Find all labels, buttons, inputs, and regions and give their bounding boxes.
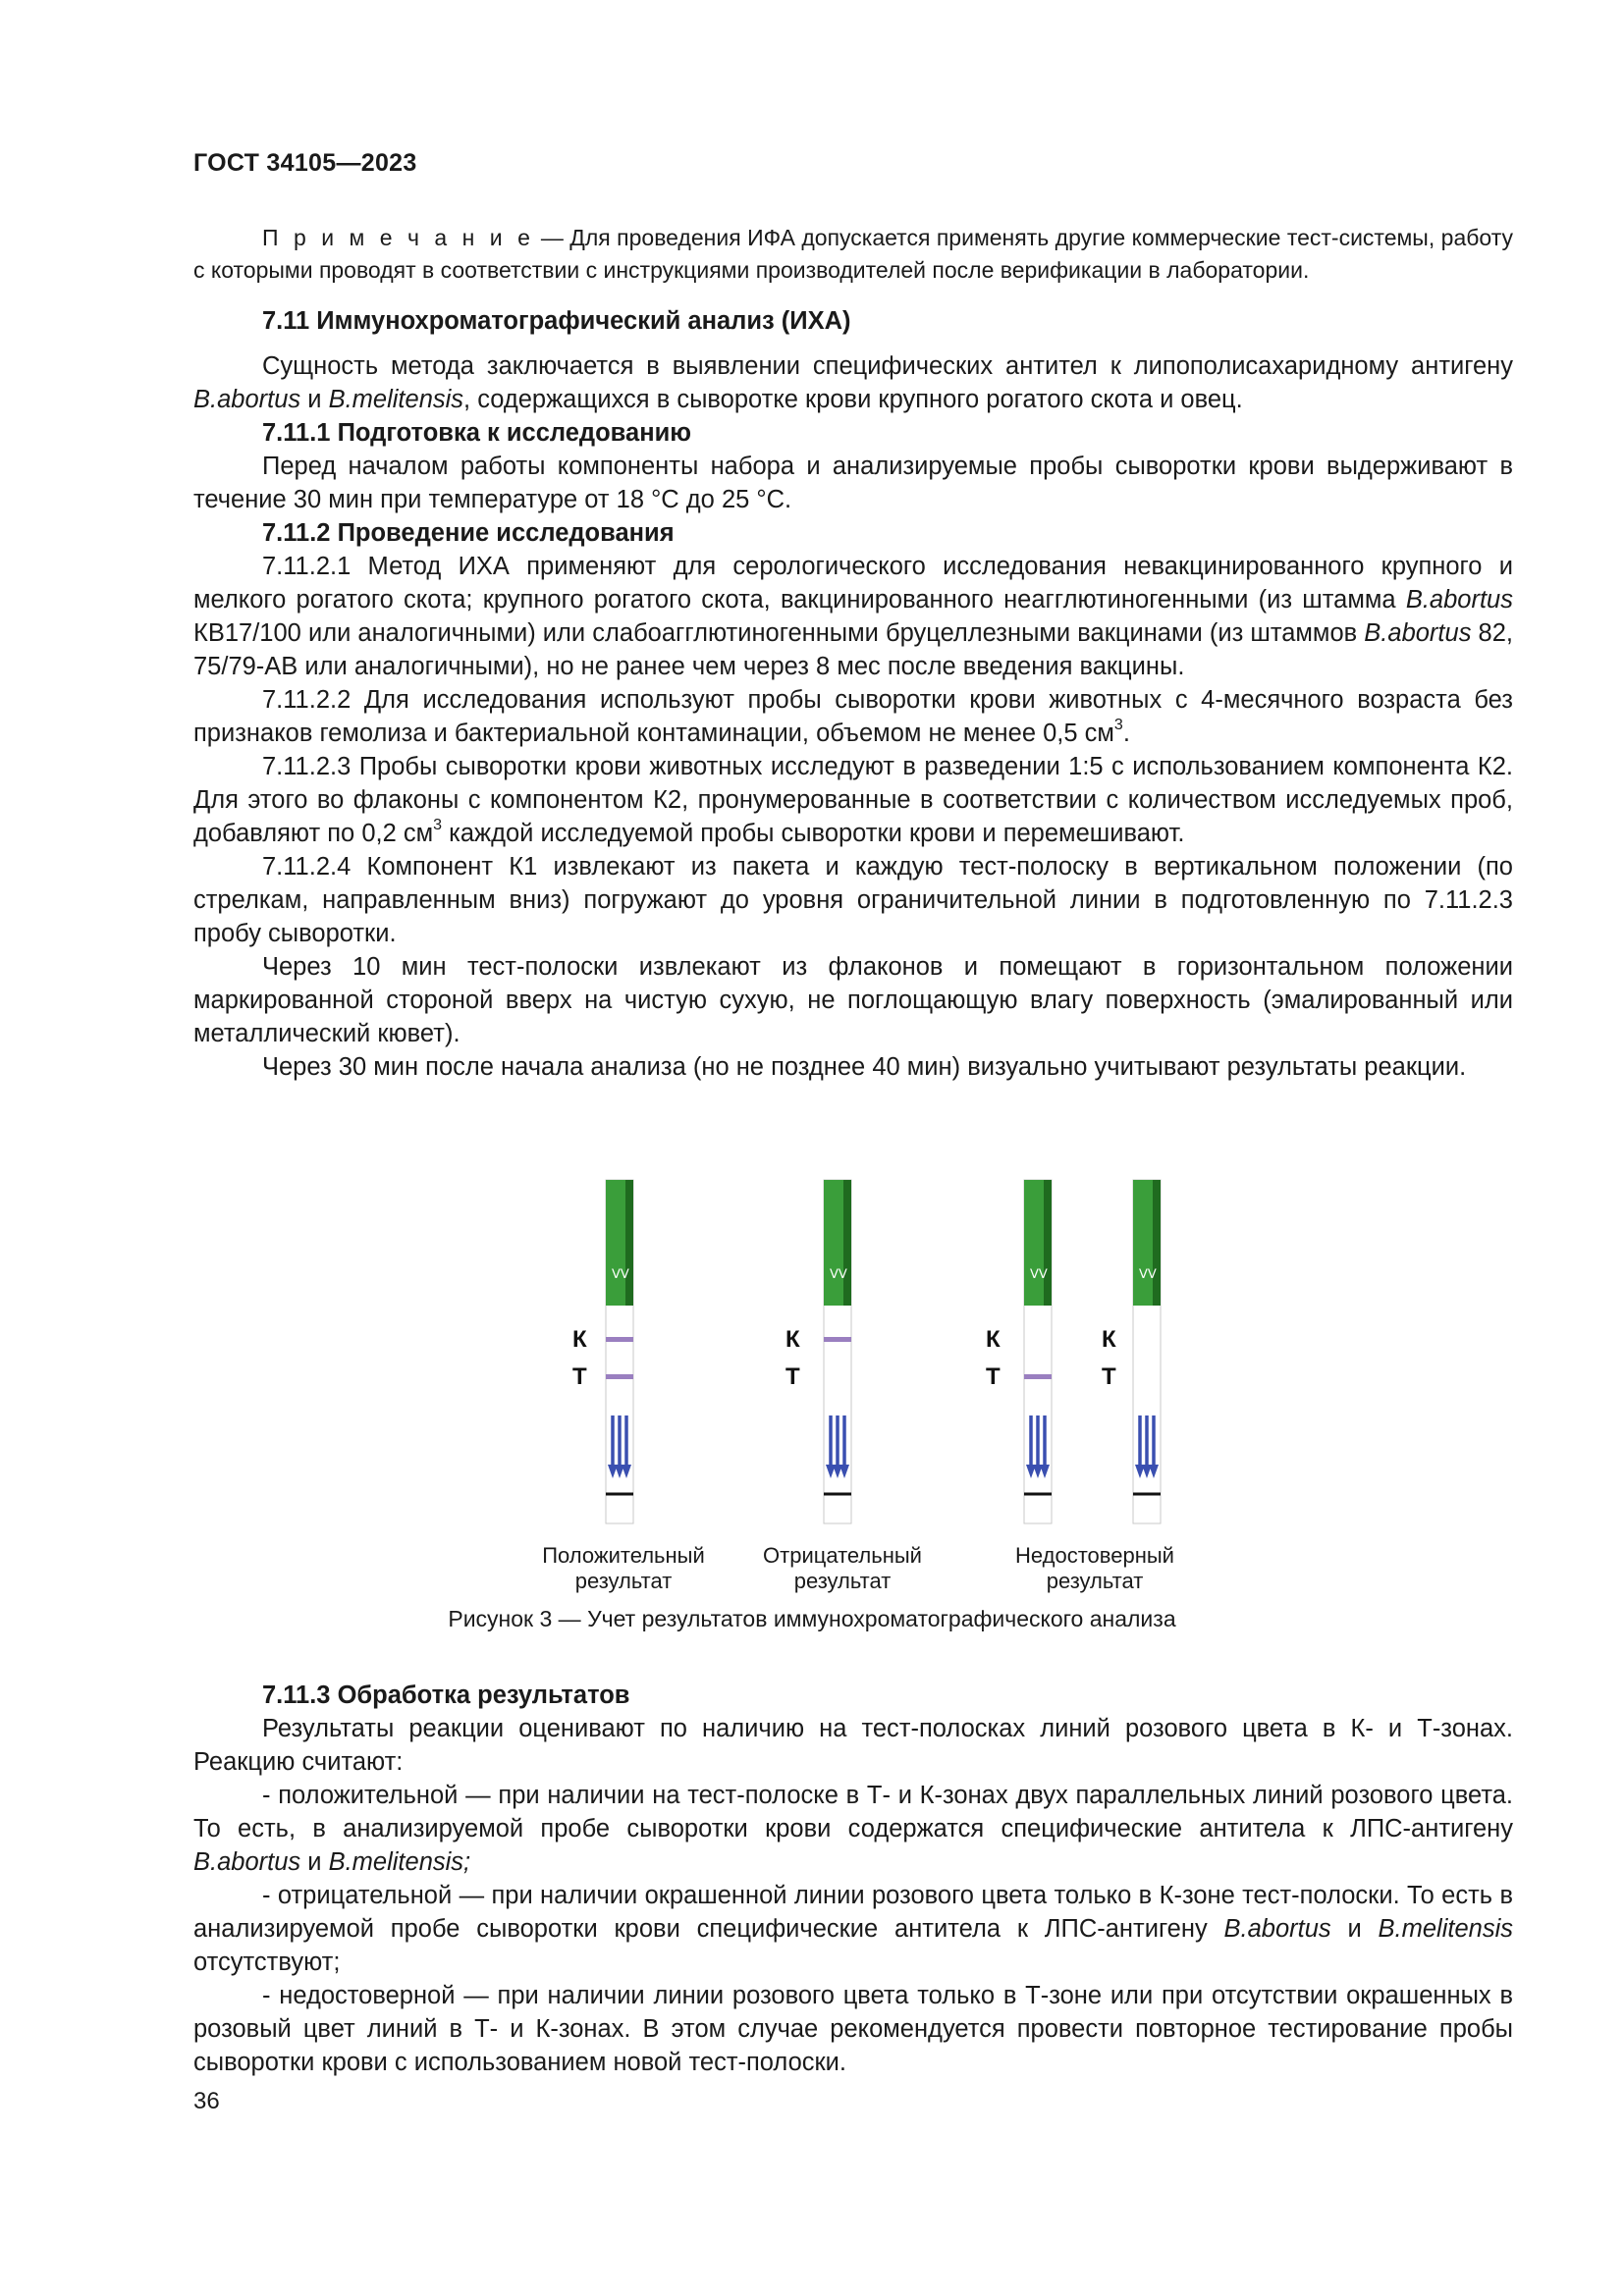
- strip-invalid-t-only: [1024, 1180, 1052, 1523]
- control-line: [606, 1337, 633, 1342]
- k-label-2: К: [785, 1326, 800, 1353]
- t-label-4: Т: [1102, 1363, 1116, 1390]
- t-label-2: Т: [785, 1363, 800, 1390]
- paragraph-7-11-essence: Сущность метода заключается в выявлении специфических антител к липополисахаридному антигену B.abortus и B.melitensis, содержащихся в сыворотке крови крупного рогатого скота и овец.: [193, 352, 1513, 413]
- k-label-4: К: [1102, 1326, 1116, 1353]
- paragraph-7-11-2-5: Через 10 мин тест-полоски извлекают из флаконов и помещают в горизонтальном положении маркированной стороной вверх на чистую сухую, не поглощающую влагу поверхность (эмалированный или металлический кювет).: [193, 953, 1513, 1047]
- paragraph-7-11-2-3: 7.11.2.3 Пробы сыворотки крови животных исследуют в разведении 1:5 с использованием компонента К2. Для этого во флаконы с компонентом К2, пронумерованные в соответствии с количеством исследуемых проб, добавляют по 0,2 $см^3$ каждой исследуемой пробы сыворотки крови и перемешивают.: [193, 753, 1513, 847]
- note-paragraph: [193, 222, 1513, 287]
- page-number: 36: [193, 2088, 220, 2114]
- t-label-1: Т: [572, 1363, 587, 1390]
- caption-negative: Отрицательный результат: [763, 1543, 922, 1593]
- paragraph-7-11-2-6: Через 30 мин после начала анализа (но не позднее 40 мин) визуально учитывают результаты реакции.: [262, 1053, 1467, 1081]
- test-strips-illustration: ᐯᐯ К Т К Т К Т К Т: [0, 1168, 1624, 1600]
- test-line: [1024, 1374, 1052, 1379]
- section-7-11: [193, 304, 1513, 1084]
- paragraph-7-11-2-2: 7.11.2.2 Для исследования используют пробы сыворотки крови животных с 4-месячного возраста без признаков гемолиза и бактериальной контаминации, объемом не менее 0,5 $см^3$.: [193, 686, 1513, 747]
- section-title-7-11-3: 7.11.3 Обработка результатов: [262, 1682, 630, 1709]
- k-label-3: К: [986, 1326, 1001, 1353]
- strip-negative: [824, 1180, 851, 1523]
- paragraph-7-11-3-intro: Результаты реакции оценивают по наличию на тест-полосках линий розового цвета в К- и Т-зонах. Реакцию считают:: [193, 1715, 1513, 1776]
- figure-3: [0, 1168, 1624, 1600]
- caption-invalid: Недостоверный результат: [1015, 1543, 1174, 1593]
- test-line: [606, 1374, 633, 1379]
- control-line: [824, 1337, 851, 1342]
- section-7-11-3: [193, 1679, 1513, 2079]
- section-title-7-11: 7.11 Иммунохроматографический анализ (ИХА): [262, 307, 851, 335]
- paragraph-7-11-2-1: 7.11.2.1 Метод ИХА применяют для серологического исследования невакцинированного крупного и мелкого рогатого скота; крупного рогатого скота, вакцинированного неагглютиногенными (из штамма B.abortus КВ17/100 или аналогичными) или слабоагглютиногенными бруцеллезными вакцинами (из штаммов B.abortus 82, 75/79-АВ или аналогичными), но не ранее чем через 8 мес после введения вакцины.: [193, 553, 1513, 680]
- caption-positive: Положительный результат: [542, 1543, 705, 1593]
- paragraph-7-11-1: Перед началом работы компоненты набора и анализируемые пробы сыворотки крови выдерживают в течение 30 мин при температуре от 18 °С до 25 °С.: [193, 453, 1513, 513]
- strip-positive: [606, 1180, 633, 1523]
- strip-invalid-none: [1133, 1180, 1161, 1523]
- note-text: — Для проведения ИФА допускается применять другие коммерческие тест-системы, работу с которыми проводят в соответствии с инструкциями производителей после верификации в лаборатории.: [193, 225, 1514, 283]
- paragraph-invalid: - недостоверной — при наличии линии розового цвета только в Т-зоне или при отсутствии окрашенных в розовый цвет линий в Т- и К-зонах. В этом случае рекомендуется провести повторное тестирование пробы сыворотки крови с использованием новой тест-полоски.: [193, 1982, 1513, 2076]
- paragraph-negative: - отрицательной — при наличии окрашенной линии розового цвета только в К-зоне тест-полоски. То есть в анализируемой пробе сыворотки крови специфические антитела к ЛПС-антигену B.abortus и B.melitensis отсутствуют;: [193, 1882, 1513, 1976]
- t-label-3: Т: [986, 1363, 1001, 1390]
- section-title-7-11-1: 7.11.1 Подготовка к исследованию: [262, 419, 692, 447]
- section-title-7-11-2: 7.11.2 Проведение исследования: [262, 519, 675, 547]
- paragraph-7-11-2-4: 7.11.2.4 Компонент К1 извлекают из пакета и каждую тест-полоску в вертикальном положении (по стрелкам, направленным вниз) погружают до уровня ограничительной линии в подготовленную по 7.11.2.3 пробу сыворотки.: [193, 853, 1513, 947]
- paragraph-positive: - положительной — при наличии на тест-полоске в Т- и К-зонах двух параллельных линий розового цвета. То есть, в анализируемой пробе сыворотки крови содержатся специфические антитела к ЛПС-антигену B.abortus и B.melitensis;: [193, 1782, 1513, 1876]
- note-label: П р и м е ч а н и е: [262, 225, 535, 250]
- figure-caption: Рисунок 3 — Учет результатов иммунохроматографического анализа: [448, 1606, 1176, 1631]
- k-label-1: К: [572, 1326, 587, 1353]
- standard-header: ГОСТ 34105—2023: [193, 149, 417, 177]
